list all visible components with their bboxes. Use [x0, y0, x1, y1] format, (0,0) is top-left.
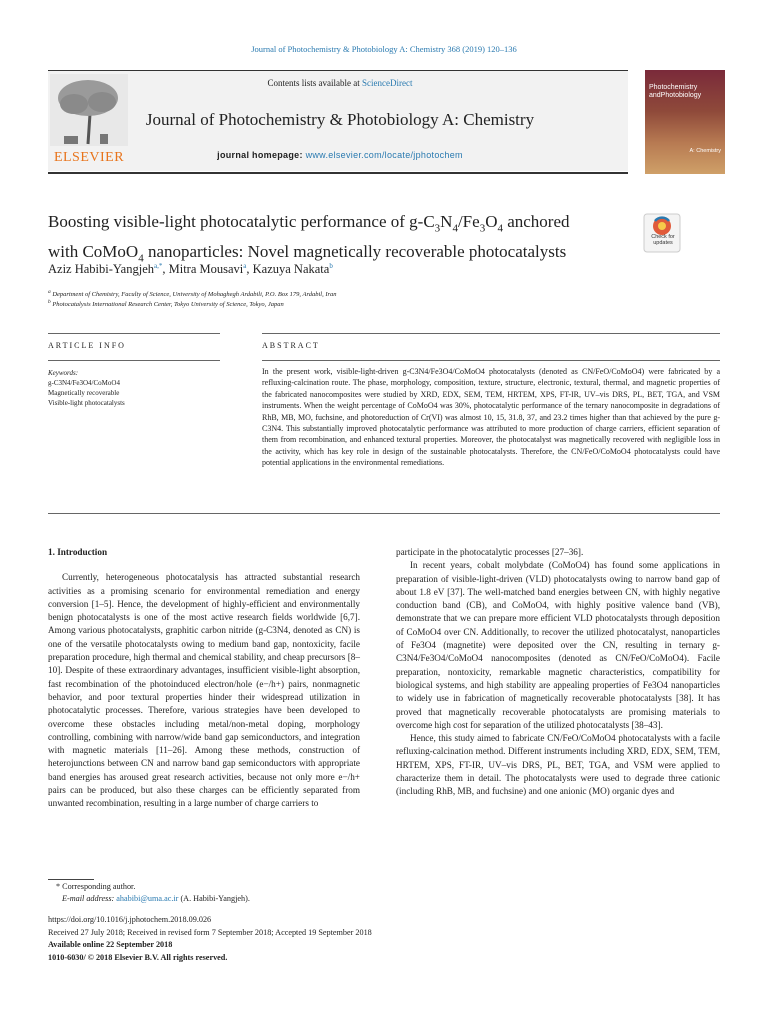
abstract-top-rule [262, 333, 720, 334]
journal-cover: Photochemistry andPhotobiology A: Chemistry [645, 70, 725, 174]
received-dates: Received 27 July 2018; Received in revised form 7 September 2018; Accepted 19 September 2018 [48, 928, 372, 937]
author-name[interactable]: Kazuya Nakata [252, 262, 330, 277]
doi-link[interactable]: https://doi.org/10.1016/j.jphotochem.2018.09.026 [48, 915, 212, 924]
footnote-rule [48, 879, 94, 880]
keyword: g-C3N4/Fe3O4/CoMoO4 [48, 379, 120, 387]
keywords-block [48, 368, 223, 408]
affiliation: $^a$ Department of Chemistry, Faculty of Science, University of Mohaghegh Ardabili, P.O. Box 179, Ardabil, Iran [48, 289, 337, 299]
corresponding-author-note: * Corresponding author. [56, 882, 136, 891]
journal-reference[interactable]: Journal of Photochemistry & Photobiology A: Chemistry 368 (2019) 120–136 [251, 44, 517, 54]
abstract-rule [262, 360, 720, 361]
journal-homepage: journal homepage: www.elsevier.com/locate/jphotochem [217, 150, 463, 160]
article-info-top-rule [48, 333, 220, 334]
email-note: E-mail address: ahabibi@uma.ac.ir (A. Habibi-Yangjeh). [62, 894, 250, 903]
author-name[interactable]: Aziz Habibi-Yangjeh [48, 262, 154, 277]
keyword: Visible-light photocatalysts [48, 399, 125, 407]
author-list: Aziz Habibi-Yangjeh$^{a,*}$, Mitra Mousavi$^a$, Kazuya Nakata$^b$ [48, 262, 333, 277]
copyright: 1010-6030/ © 2018 Elsevier B.V. All rights reserved. [48, 953, 228, 962]
header-bottom-rule [48, 172, 628, 174]
check-for-updates-icon[interactable] [643, 213, 681, 253]
article-info-heading: ARTICLE INFO [48, 341, 126, 350]
paragraph: participate in the photocatalytic processes [27–36]. [396, 547, 584, 557]
right-column [396, 546, 720, 799]
paragraph: In recent years, cobalt molybdate (CoMoO4) has found some applications in preparation of visible-light-driven (VLD) photocatalysts owing to narrow band gap of about 1.8 eV [37]. The well-matched band energies between CN, with highly negative conduction band (CB), and CoMoO4, with highly positive valence band (VB), demonstrate that we can prepare more efficient VLD photocatalysts through deposition of CoMoO4 over CN. Additionally, to recover the utilized photocatalyst, nanoparticles of Fe3O4 (magnetite) were deposited over the CN, resulting in ternary g-C3N4/Fe3O4/CoMoO4 nanocomposites (denoted as CN/FeO/CoMoO4). Facile preparation, nontoxicity, remarkable magnetic characteristics, compatibility for biological systems, and high stability are appealing properties of Fe3O4 nanoparticles to widely use in fabrication of magnetically recoverable photocatalysts [38]. It has proved that magnetically recoverable photocatalysts are promising materials to overcome high cost for separation of the utilized photocatalysts [38–43]. [396, 560, 720, 730]
paragraph: Hence, this study aimed to fabricate CN/FeO/CoMoO4 photocatalysts with a facile refluxing-calcination method. Different instruments including XRD, EDX, SEM, TEM, HRTEM, XPS, FT-IR, UV–vis DRS, PL, BET, TGA, and VSM were applied to characterize them in detail. The photocatalysts were used to degrade three cationic (including RhB, MB, and fuchsine) and one anionic (MO) organic dyes and [396, 733, 720, 797]
article-info-rule [48, 360, 220, 361]
contents-availability: Contents lists available at ScienceDirect [267, 78, 413, 88]
affiliation: $^b$ Photocatalysis International Research Center, Tokyo University of Science, Tokyo, Japan [48, 299, 284, 309]
abstract-heading: ABSTRACT [262, 341, 320, 350]
abstract-bottom-rule [48, 513, 720, 514]
homepage-link[interactable]: www.elsevier.com/locate/jphotochem [305, 150, 463, 160]
publisher-wordmark: ELSEVIER [53, 150, 125, 165]
available-online: Available online 22 September 2018 [48, 940, 173, 949]
check-for-updates-label[interactable]: Check for updates [651, 234, 675, 246]
section-heading: 1. Introduction [48, 547, 108, 557]
left-column [48, 546, 360, 811]
keyword: Magnetically recoverable [48, 389, 120, 397]
sciencedirect-link[interactable]: ScienceDirect [362, 78, 413, 88]
journal-title: Journal of Photochemistry & Photobiology A: Chemistry [145, 110, 535, 129]
email-link[interactable]: ahabibi@uma.ac.ir [116, 894, 179, 903]
author-name[interactable]: Mitra Mousavi [168, 262, 244, 277]
keywords-label: Keywords: [48, 369, 79, 377]
paragraph: Currently, heterogeneous photocatalysis has attracted substantial research activities as a promising scenario for environmental remediation and energy conversion [1–5]. Hence, the development of highly-efficient and environmentally benign photocatalysts is one of the most active research fields worldwide [6,7]. Among various photocatalysts, graphitic carbon nitride (g-C3N4, denoted as CN) is one of the versatile photocatalysts owing to medium band gap, nontoxicity, facile preparation procedure, high thermal and chemical stability, and cheap precursors [8–10]. Despite of these extraordinary advantages, insufficient visible-light absorption, fast recombination of the photoinduced electron/hole (e−/h+) pairs, nonmagnetic behavior, and poor textural properties hinder their widespread utilization in photocatalytic processes. Therefore, various strategies have been developed to overcome these obstacles including metal/non-metal doping, morphology controlling, combining with narrow/wide band gap semiconductors, and integration with magnetic materials [11–26]. Among these methods, construction of heterojunctions between CN and narrow band gap semiconductors with appropriate band energies has aroused great research activities, because not only more e−/h+ pairs can be produced, but also these charges can be efficiently separated from unwanted recombination, resulting in a large number of charge carriers to [48, 572, 360, 809]
abstract-text: In the present work, visible-light-driven g-C3N4/Fe3O4/CoMoO4 photocatalysts (denoted as CN/FeO/CoMoO4) were fabricated by a refluxing-calcination route. The phase, morphology, composition, texture, structure, electronic, textural, thermal, and magnetic properties of the fabricated nanocomposites were studied by XRD, EDX, SEM, TEM, HRTEM, XPS, FT-IR, UV–vis DRS, PL, BET, TGA, and VSM instruments. When the weight percentage of CoMoO4 was 30%, photocatalytic performance of the ternary nanocomposite in degradations of RhB, MB, MO, fuchsine, and photoreduction of Cr(VI) was almost 10, 15, 31.8, 37, and 23.2 times higher than that achieved by the pure g-C3N4. This substantially improved photocatalytic performance was attributed to more production of charge carriers, efficient separation of them from recombination, and enhanced textural properties. Moreover, the photocatalyst was magnetically recovered with negligible loss in the activity, which has key role in design of the sustainable photocatalysts. Therefore, the CN/FeO/CoMoO4 photocatalysts could have potential applications in the environmental remediations. [262, 367, 720, 468]
paper-title: Boosting visible-light photocatalytic performance of $g-C_3N_4/Fe_3O_4$ anchored with CoMoO$_4$ nanoparticles: Novel magnetically recoverable photocatalysts [48, 212, 570, 265]
